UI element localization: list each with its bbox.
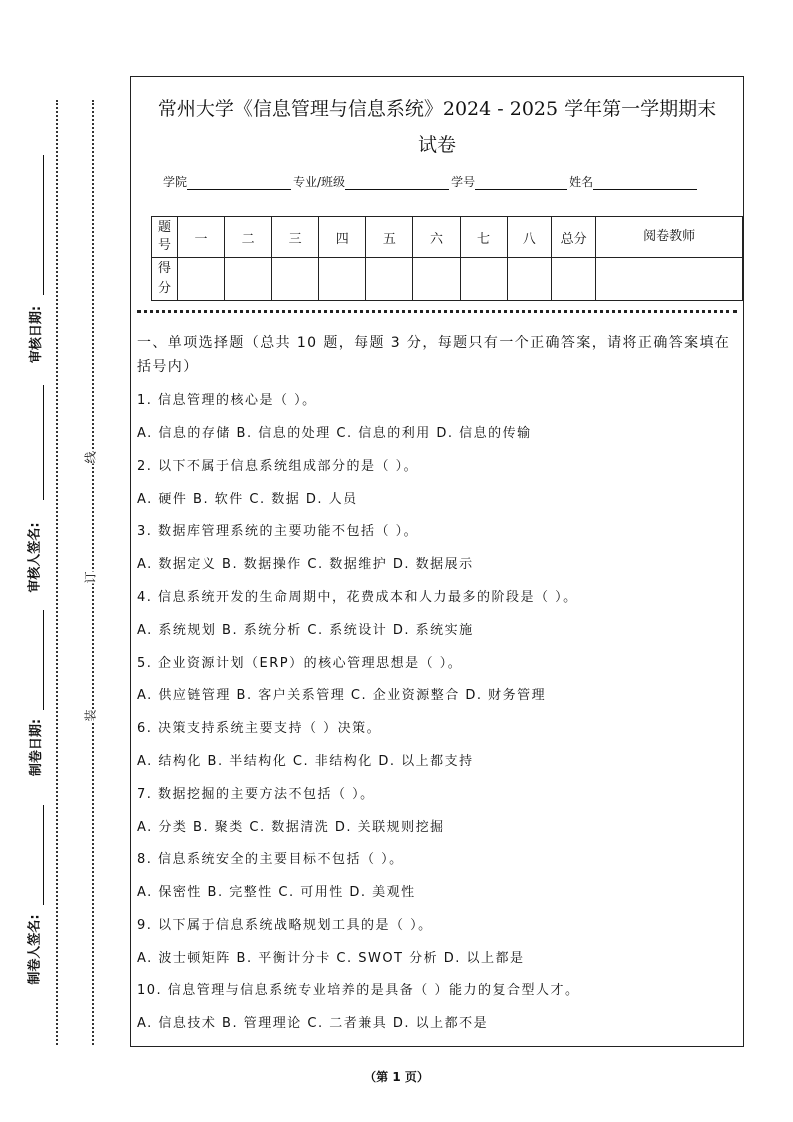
question-6: 6. 决策支持系统主要支持（ ）决策。 xyxy=(137,721,382,736)
question-3-options: A. 数据定义 B. 数据操作 C. 数据维护 D. 数据展示 xyxy=(137,557,474,572)
score-cell[interactable] xyxy=(460,258,507,301)
binding-dotted-line-outer xyxy=(56,100,58,1045)
question-1-options: A. 信息的存储 B. 信息的处理 C. 信息的利用 D. 信息的传输 xyxy=(137,426,532,441)
question-7-options: A. 分类 B. 聚类 C. 数据清洗 D. 关联规则挖掘 xyxy=(137,820,445,835)
binding-mark-xian: 线 xyxy=(81,451,100,463)
student-id-label: 学号 xyxy=(451,175,476,189)
header-cell: 三 xyxy=(272,217,319,258)
question-1: 1. 信息管理的核心是（ ）。 xyxy=(137,393,317,408)
score-cell[interactable] xyxy=(272,258,319,301)
question-5: 5. 企业资源计划（ERP）的核心管理思想是（ ）。 xyxy=(137,656,463,671)
question-2: 2. 以下不属于信息系统组成部分的是（ ）。 xyxy=(137,459,419,474)
maker-sign-label: 制卷人签名: xyxy=(24,912,43,986)
question-9: 9. 以下属于信息系统战略规划工具的是（ ）。 xyxy=(137,918,433,933)
section-separator xyxy=(137,310,737,313)
binding-mark-ding: 订 xyxy=(81,571,100,583)
exam-title-line1: 常州大学《信息管理与信息系统》2024 - 2025 学年第一学期期末 xyxy=(157,98,717,120)
score-table xyxy=(151,216,743,301)
student-id-blank[interactable] xyxy=(475,177,567,190)
reviewer-sign-label: 审核人签名: xyxy=(24,520,43,594)
total-score-cell[interactable] xyxy=(551,258,595,301)
maker-sign-line xyxy=(43,805,44,905)
score-cell[interactable] xyxy=(413,258,460,301)
score-cell[interactable] xyxy=(366,258,413,301)
question-9-options: A. 波士顿矩阵 B. 平衡计分卡 C. SWOT 分析 D. 以上都是 xyxy=(137,951,525,966)
grader-header: 阅卷教师 xyxy=(596,217,743,258)
header-cell: 五 xyxy=(366,217,413,258)
college-label: 学院 xyxy=(163,175,188,189)
header-cell: 一 xyxy=(177,217,224,258)
question-number-label: 题号 xyxy=(152,217,178,258)
question-8-options: A. 保密性 B. 完整性 C. 可用性 D. 美观性 xyxy=(137,885,416,900)
header-cell: 八 xyxy=(507,217,551,258)
header-cell: 二 xyxy=(225,217,272,258)
major-label: 专业/班级 xyxy=(293,175,346,189)
score-cell[interactable] xyxy=(177,258,224,301)
exam-frame xyxy=(130,76,744,1047)
question-4-options: A. 系统规划 B. 系统分析 C. 系统设计 D. 系统实施 xyxy=(137,623,474,638)
section-title: 一、单项选择题（总共 10 题，每题 3 分，每题只有一个正确答案，请将正确答案填在括号内） xyxy=(137,335,731,375)
review-date-line xyxy=(43,155,44,295)
name-blank[interactable] xyxy=(593,177,697,190)
score-cell[interactable] xyxy=(225,258,272,301)
grader-cell[interactable] xyxy=(596,258,743,301)
score-table-header-row xyxy=(152,217,743,258)
college-blank[interactable] xyxy=(187,177,291,190)
header-cell: 四 xyxy=(319,217,366,258)
make-date-label: 制卷日期: xyxy=(25,717,44,778)
page-number: （第 1 页） xyxy=(364,1070,429,1084)
question-5-options: A. 供应链管理 B. 客户关系管理 C. 企业资源整合 D. 财务管理 xyxy=(137,688,547,703)
header-cell: 七 xyxy=(460,217,507,258)
reviewer-sign-line xyxy=(43,385,44,500)
total-score-header: 总分 xyxy=(551,217,595,258)
binding-mark-zhuang: 装 xyxy=(81,709,100,721)
student-info-row xyxy=(163,173,699,190)
score-cell[interactable] xyxy=(507,258,551,301)
question-6-options: A. 结构化 B. 半结构化 C. 非结构化 D. 以上都支持 xyxy=(137,754,474,769)
score-table-score-row xyxy=(152,258,743,301)
review-date-label: 审核日期: xyxy=(25,304,44,365)
question-10: 10. 信息管理与信息系统专业培养的是具备（ ）能力的复合型人才。 xyxy=(137,983,580,998)
header-cell: 六 xyxy=(413,217,460,258)
make-date-line xyxy=(43,610,44,710)
binding-strip xyxy=(0,0,130,1060)
score-label: 得分 xyxy=(152,258,178,301)
question-8: 8. 信息系统安全的主要目标不包括（ ）。 xyxy=(137,852,404,867)
question-4: 4. 信息系统开发的生命周期中，花费成本和人力最多的阶段是（ ）。 xyxy=(137,590,578,605)
score-cell[interactable] xyxy=(319,258,366,301)
question-2-options: A. 硬件 B. 软件 C. 数据 D. 人员 xyxy=(137,492,358,507)
major-blank[interactable] xyxy=(345,177,449,190)
exam-title-line2: 试卷 xyxy=(417,134,456,156)
name-label: 姓名 xyxy=(569,175,594,189)
question-3: 3. 数据库管理系统的主要功能不包括（ ）。 xyxy=(137,524,419,539)
question-10-options: A. 信息技术 B. 管理理论 C. 二者兼具 D. 以上都不是 xyxy=(137,1016,489,1031)
question-7: 7. 数据挖掘的主要方法不包括（ ）。 xyxy=(137,787,375,802)
